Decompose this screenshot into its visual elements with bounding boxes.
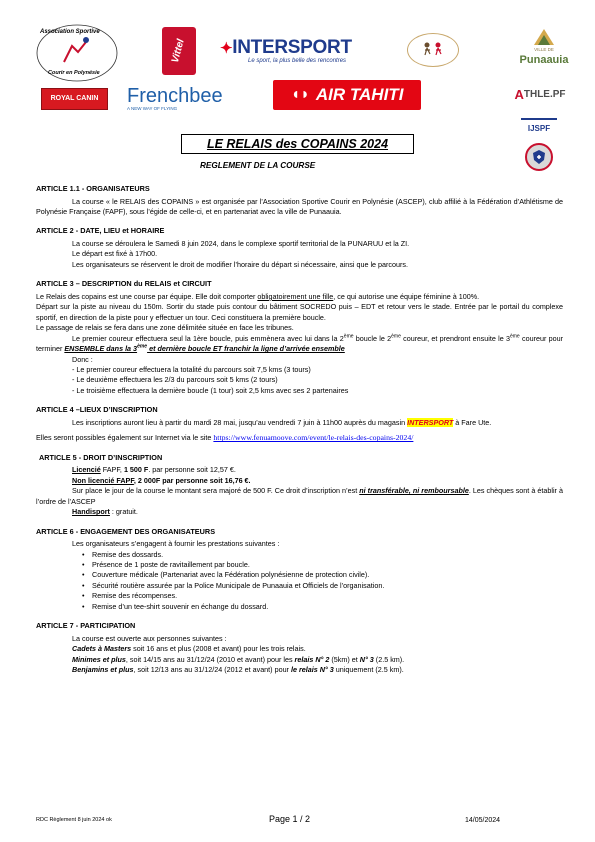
article-3 bbox=[36, 279, 563, 396]
ascep-logo bbox=[34, 22, 120, 84]
punaauia-top: VILLE DE bbox=[534, 46, 554, 52]
article-5-licencie: Licencié FAPF, 1 500 F. par personne soit 12,57 €. bbox=[72, 465, 236, 475]
registration-link[interactable]: https://www.fenuamoove.com/event/le-relais-des-copains-2024/ bbox=[213, 433, 414, 443]
athle-a: A bbox=[514, 86, 524, 102]
ascep-text-bottom: Courir en Polynésie bbox=[48, 70, 100, 77]
ascep-text-top: Association Sportive bbox=[40, 29, 100, 35]
article-7-intro: La course est ouverte aux personnes suivantes : bbox=[72, 633, 227, 643]
vittel-text: Vittel bbox=[169, 37, 187, 64]
article-6 bbox=[36, 527, 563, 613]
article-6-heading: ARTICLE 6 - ENGAGEMENT DES ORGANISATEURS bbox=[36, 526, 216, 536]
punaauia-emblem-icon bbox=[532, 27, 556, 47]
intersport-inter: INTER bbox=[232, 37, 288, 59]
list-item: • Présence de 1 poste de ravitaillement par boucle. bbox=[92, 560, 563, 570]
athle-logo bbox=[510, 82, 570, 108]
intersport-highlight: INTERSPORT bbox=[407, 417, 454, 427]
royalcanin-logo bbox=[41, 88, 108, 110]
article-2-line-3: Les organisateurs se réservent le droit de modifier l’horaire du départ si nécessaire, ainsi que le parcours. bbox=[72, 259, 408, 269]
article-7-heading: ARTICLE 7 - PARTICIPATION bbox=[36, 621, 136, 631]
article-6-intro: Les organisateurs s’engagent à fournir les prestations suivantes : bbox=[72, 539, 280, 549]
article-3-dash-3: - Le troisième effectuera la dernière boucle (1 tour) soit 2,5 kms avec ses 2 partenaires bbox=[72, 385, 349, 395]
athle-text: THLE.PF bbox=[523, 88, 566, 100]
article-4 bbox=[36, 405, 563, 443]
page-subtitle: REGLEMENT DE LA COURSE bbox=[200, 161, 316, 170]
frenchbee-logo bbox=[127, 82, 257, 116]
article-3-para-4: Le premier coureur effectuera seul la 1ère boucle, puis emmènera avec lui dans la 2ème boucle le 2ème coureur, et prendront ensuite le 3ème coureur pour terminer ENSEMBLE dans la 3ème et dernière boucle ET franchir la ligne d’arrivée ensemble bbox=[36, 333, 564, 354]
article-5-handisport: Handisport : gratuit. bbox=[72, 507, 138, 517]
article-2-line-2: Le départ est fixé à 17h00. bbox=[72, 249, 158, 259]
article-2-line-1: La course se déroulera le Samedi 8 juin 2024, dans le complexe sportif territorial de la PUNARUU et la ZI. bbox=[72, 239, 410, 249]
article-5-heading: ARTICLE 5 - DROIT D’INSCRIPTION bbox=[39, 452, 163, 462]
list-item: • Remise des dossards. bbox=[92, 550, 563, 560]
article-7-benjamins: Benjamins et plus, soit 12/13 ans au 31/12/24 (2012 et avant) pour le relais N° 3 uniquement (2.5 km). bbox=[72, 665, 404, 675]
article-2-heading: ARTICLE 2 - DATE, LIEU et HORAIRE bbox=[36, 226, 165, 236]
article-7-cadets: Cadets à Masters soit 16 ans et plus (2008 et avant) pour les trois relais. bbox=[72, 644, 306, 654]
article-5 bbox=[36, 453, 563, 518]
frenchbee-tagline: A NEW WAY OF FLYING bbox=[127, 105, 178, 111]
footer-page-number: Page 1 / 2 bbox=[269, 814, 311, 824]
article-3-para-3: Le passage de relais se fera dans une zone délimitée située en face les tribunes. bbox=[36, 323, 294, 333]
footer-date: 14/05/2024 bbox=[465, 817, 501, 824]
vittel-logo bbox=[162, 27, 196, 75]
punaauia-logo bbox=[518, 25, 570, 71]
article-7-minimes: Minimes et plus, soit 14/15 ans au 31/12/24 (2010 et avant) pour les relais N° 2 (5km) et N° 3 (2.5 km). bbox=[72, 654, 405, 664]
royalcanin-text: ROYAL CANIN bbox=[50, 94, 99, 102]
regulation-body bbox=[36, 184, 563, 684]
frenchbee-text: Frenchbee bbox=[127, 84, 223, 107]
partner-circle-logo bbox=[407, 33, 459, 67]
article-3-heading: ARTICLE 3 – DESCRIPTION du RELAIS et CIRCUIT bbox=[36, 279, 212, 289]
article-3-para-1: Le Relais des copains est une course par équipe. Elle doit comporter obligatoirement une fille, ce qui autorise une équipe féminine à 100%. bbox=[36, 291, 480, 301]
article-1-heading: ARTICLE 1.1 - ORGANISATEURS bbox=[36, 184, 150, 193]
article-1 bbox=[36, 184, 563, 217]
list-item: • Remise d’un tee-shirt souvenir en échange du dossard. bbox=[92, 602, 563, 612]
list-item: • Sécurité routière assurée par la Police Municipale de Punaauia et Officiels de l’organisation. bbox=[92, 581, 563, 591]
airtahiti-text: AIR TAHITI bbox=[315, 84, 404, 104]
article-3-donc: Donc : bbox=[72, 354, 93, 364]
runners-icon bbox=[418, 40, 448, 60]
page-title: LE RELAIS des COPAINS 2024 bbox=[181, 134, 414, 154]
footer-filename: RDC Règlement 8 juin 2024 ok bbox=[36, 817, 112, 823]
article-5-non-licencie: Non licencié FAPF, 2 000F par personne soit 16,76 €. bbox=[72, 475, 251, 485]
intersport-sport: SPORT bbox=[287, 37, 352, 59]
article-3-dash-2: - Le deuxième effectuera les 2/3 du parcours soit 5 kms (2 tours) bbox=[72, 375, 278, 385]
protection-civile-emblem-icon bbox=[525, 143, 553, 171]
article-2 bbox=[36, 226, 563, 270]
article-4-text: Les inscriptions auront lieu à partir du mardi 28 mai, jusqu’au vendredi 7 juin à 11h00 auprès du magasin INTERSPORT à Fare Ute. bbox=[72, 417, 492, 427]
article-4-web: Elles seront possibles également sur Internet via le site https://www.fenuamoove.com/event/le-relais-des-copains-2024/ bbox=[36, 433, 414, 443]
article-3-dash-1: - Le premier coureur effectuera la totalité du parcours soit 7,5 kms (3 tours) bbox=[72, 364, 311, 374]
list-item: • Remise des récompenses. bbox=[92, 591, 563, 601]
article-1-text: La course « le RELAIS des COPAINS » est organisée par l’Association Sportive Courir en Polynésie (ASCEP), club affilié à la Fédération d’Athlétisme de Polynésie Française (FAPF), sous l’égide de celle-ci, et en partenariat avec la ville de Punaauia. bbox=[36, 196, 563, 217]
ijspf-logo bbox=[521, 118, 557, 138]
punaauia-text: Punaauia bbox=[519, 54, 569, 67]
airtahiti-symbol-icon: ◖◗ bbox=[290, 86, 310, 104]
intersport-tagline: Le sport, la plus belle des rencontres bbox=[248, 58, 347, 65]
article-6-list bbox=[36, 550, 563, 613]
airtahiti-logo bbox=[273, 80, 421, 110]
article-3-para-2: Départ sur la piste au niveau du 150m. Sortir du stade puis contour du bâtiment SOCREDO puis – EDT et retour vers le stade. Entrée par le portail du complexe sportif, en direction de la piste pour y effectuer un tour. Ceci constituera la première boucle. bbox=[36, 302, 563, 322]
article-4-heading: ARTICLE 4 –LIEUX D’INSCRIPTION bbox=[36, 405, 158, 415]
list-item: • Couverture médicale (Partenariat avec la Fédération polynésienne de protection civile). bbox=[92, 570, 563, 580]
article-7 bbox=[36, 621, 563, 675]
intersport-symbol-icon: ✦ bbox=[220, 40, 233, 58]
article-5-sur-place: Sur place le jour de la course le montant sera majoré de 500 F. Ce droit d’inscription n’est ni transférable, ni remboursable. Les chèques sont à établir à l’ordre de l’ASCEP bbox=[36, 486, 563, 506]
intersport-logo bbox=[220, 34, 382, 70]
ijspf-text: IJSPF bbox=[527, 124, 551, 134]
